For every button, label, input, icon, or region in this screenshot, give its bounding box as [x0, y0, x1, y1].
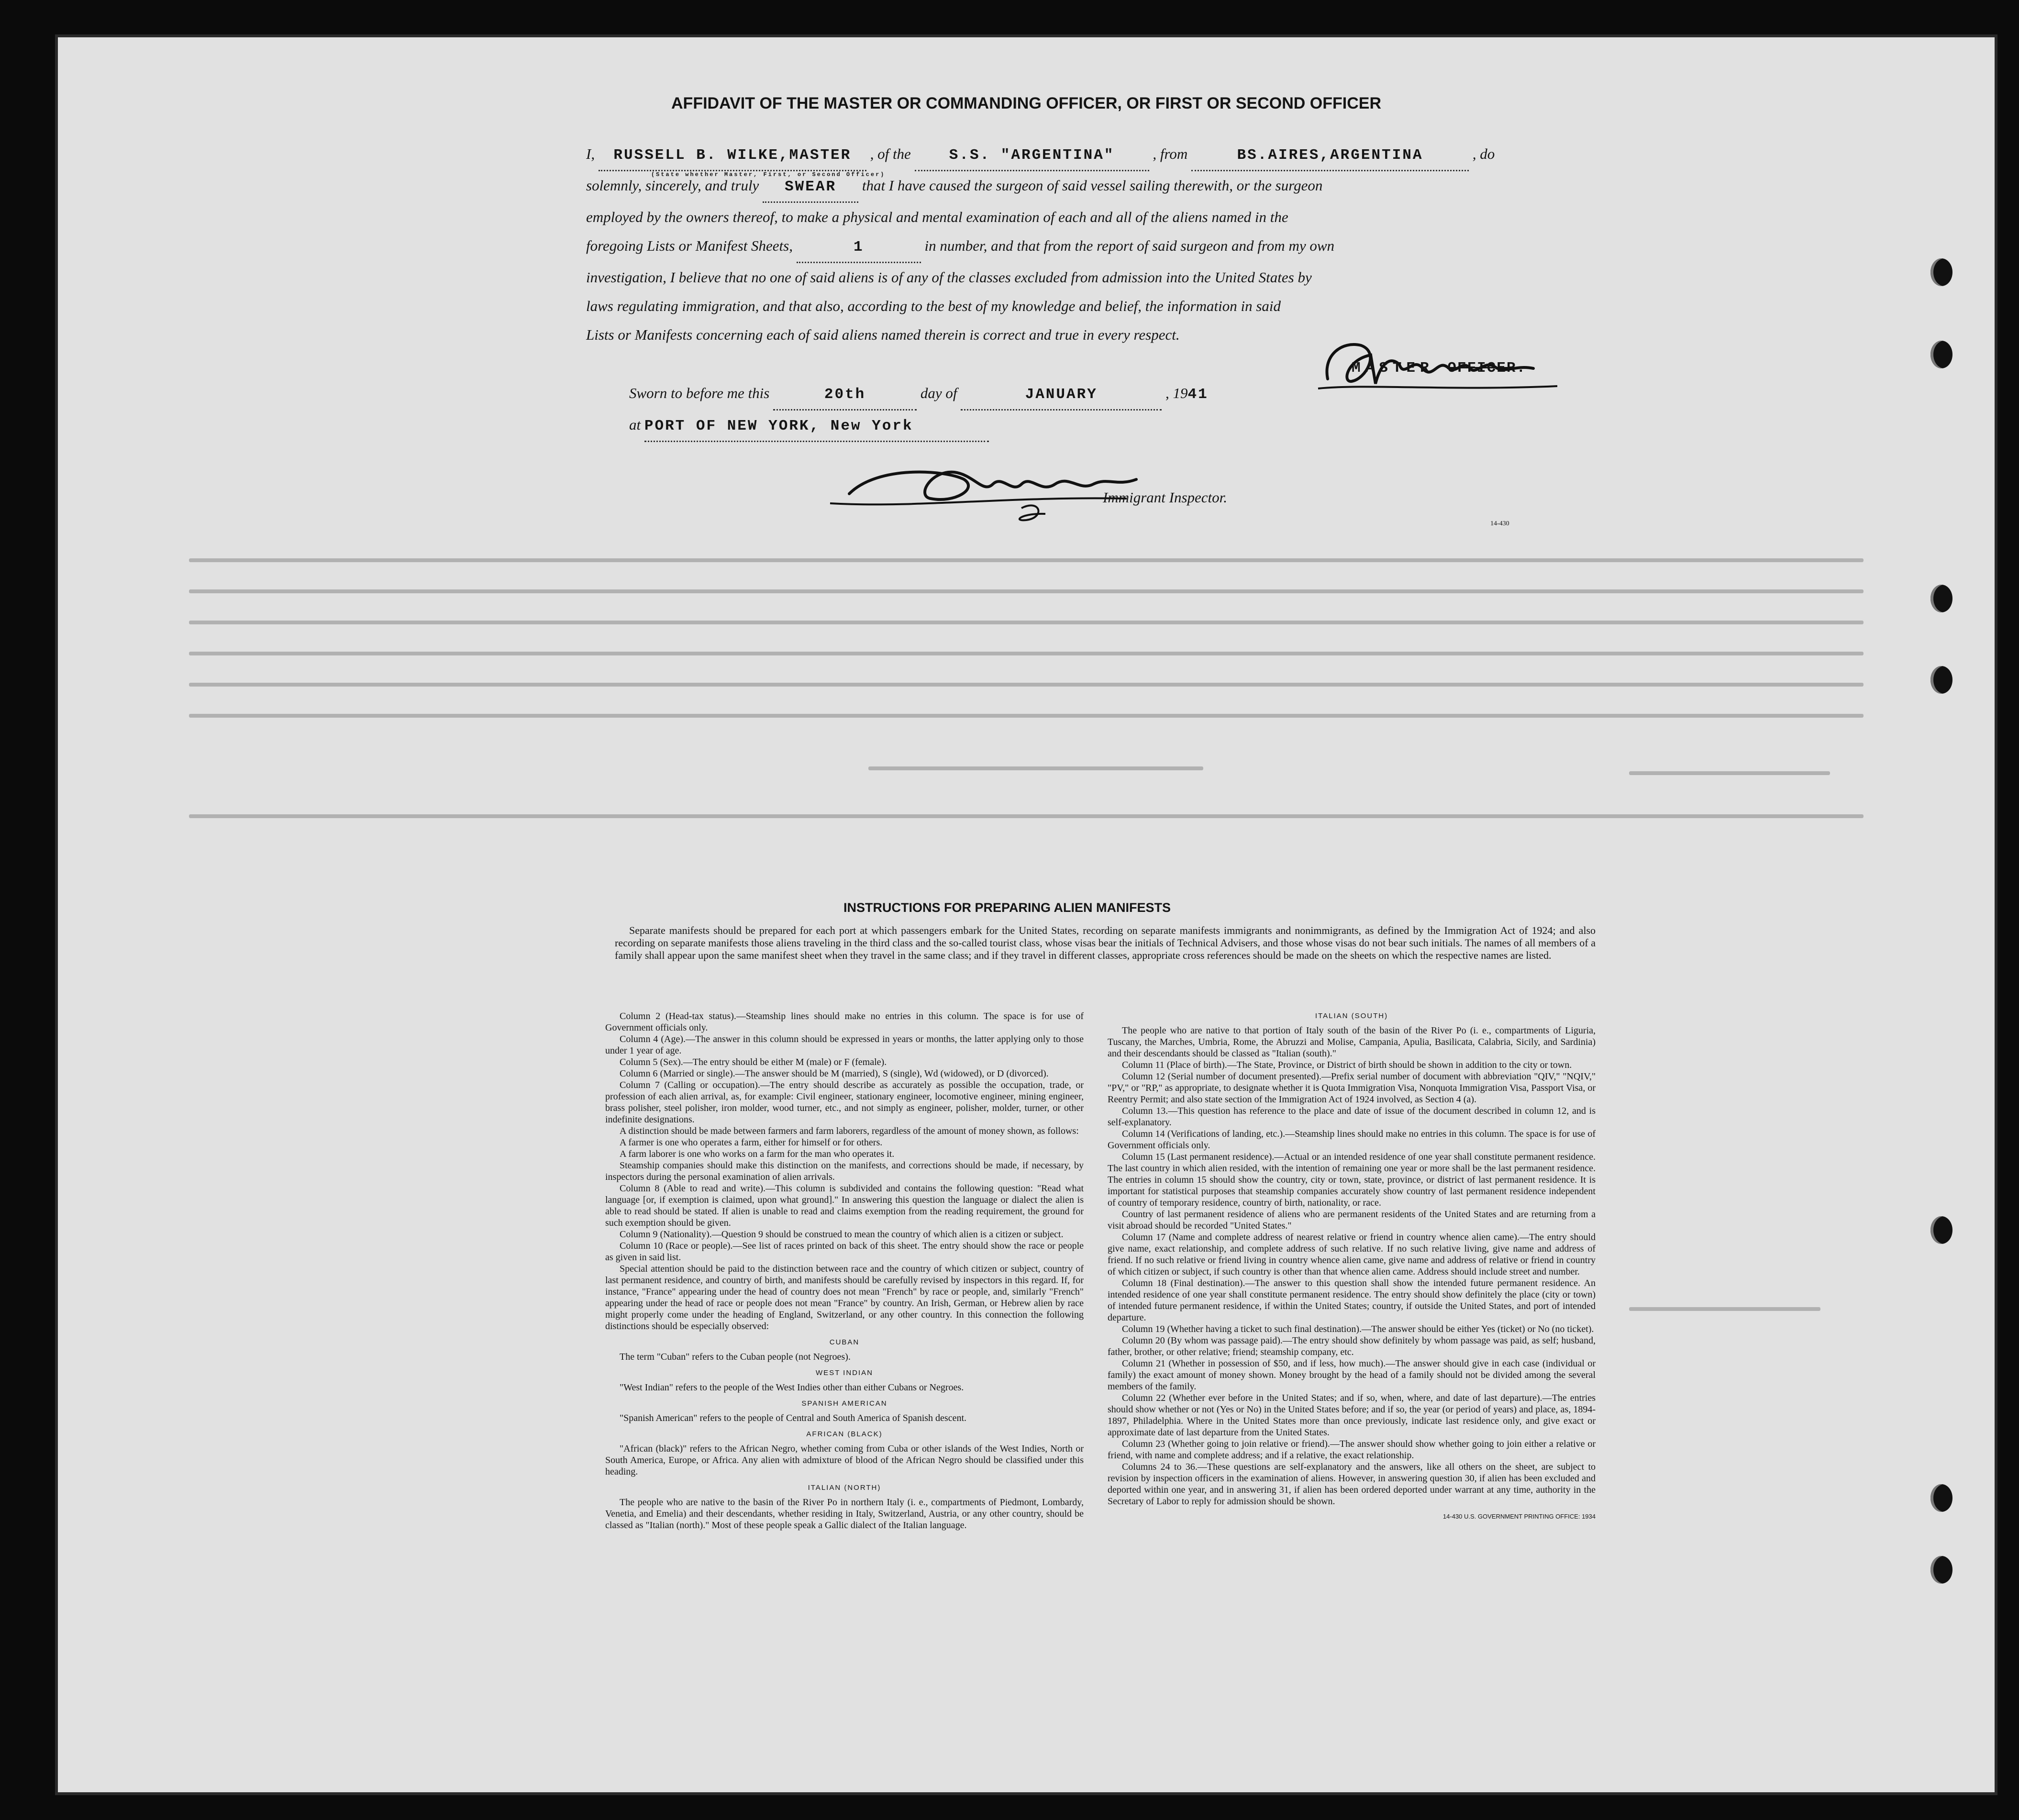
- manifest-sheet: [55, 34, 1997, 1795]
- punch-hole-4: [1930, 666, 1952, 694]
- officer-name-field: RUSSELL B. WILKE,MASTER (State whether Master, First, or Second Officer): [599, 141, 866, 171]
- punch-hole-6: [1930, 1484, 1952, 1512]
- sheet-count-field: 1: [797, 233, 921, 263]
- sworn-day-field: 20th: [773, 380, 917, 411]
- italian-north-heading: ITALIAN (NORTH): [808, 1484, 881, 1492]
- rank-text: MASTER: [1352, 360, 1434, 377]
- italian-south-heading: ITALIAN (SOUTH): [1315, 1012, 1388, 1020]
- punch-hole-3: [1930, 585, 1952, 612]
- ship-name-field: S.S. "ARGENTINA": [915, 141, 1149, 171]
- spanish-american-heading: SPANISH AMERICAN: [801, 1399, 887, 1408]
- sworn-place-field: PORT OF NEW YORK, New York: [644, 412, 989, 442]
- west-indian-heading: WEST INDIAN: [815, 1369, 874, 1377]
- punch-hole-1: [1930, 258, 1952, 286]
- port-from-field: BS.AIRES,ARGENTINA: [1191, 141, 1469, 171]
- form-number-top: 14-430: [1490, 520, 1509, 527]
- officer-hint: (State whether Master, First, or Second Officer): [651, 171, 886, 178]
- instructions-left-column: Column 2 (Head-tax status).—Steamship lines should make no entries in this column. The space is for use of Government officials only. Column 4 (Age).—The answer in this column should be expressed in years or months, the latter applying only to those under 1 year of age. Column 5 (Sex).—The entry should be either M (male) or F (female). Column 6 (Married or single).—The answer should be M (married), S (single), Wd (widowed), or D (divorced). Column 7 (Calling or occupation).—The entry should describe as accurately as possible the occupation, trade, or profession of each alien arrival, as, for example: Civil engineer, stationary engineer, locomotive engineer, mining engineer, brass polisher, steel polisher, iron molder, wood turner, etc., and not simply as engineer, polisher, molder, turner, or other indefinite designations. A distinction should be made between farmers and farm laborers, regardless of the amount of money shown, as follows: A farmer is one who operates a farm, either for himself or for others. A farm laborer is one who works on a farm for the man who operates it. Steamship companies should make this distinction on the manifests, and corrections should be made, if necessary, by inspectors during the personal examination of alien arrivals. Column 8 (Able to read and write).—This column is subdivided and contains the following question: "Read what language [or, if exemption is claimed, upon what ground]." In answering this question the language or dialect the alien is able to read should be stated. If alien is unable to read and claims exemption from the reading requirement, the ground for such exemption should be given. Column 9 (Nationality).—Question 9 should be construed to mean the country of which alien is a citizen or subject. Column 10 (Race or people).—See list of races printed on back of this sheet. The entry should show the race or people as given in said list. Special attention should be paid to the distinction between race and the country of which citizen or subject, country of last permanent residence, and country of birth, and manifests should be carefully revised by inspectors in this regard. If, for instance, "France" appearing under the head of country does not mean "French" by race or people, and, similarly "French" appearing under the head of race or people does not mean "France" by country. An Irish, German, or Hebrew alien by race might properly come under the heading of England, Switzerland, or any other country. In this connection the following distinctions should be especially observed: CUBAN The term "Cuban" refers to the Cuban people (not Negroes). WEST INDIAN "West Indian" refers to the people of the West Indies other than either Cubans or Negroes. SPANISH AMERICAN "Spanish American" refers to the people of Central and South America of Spanish descent. AFRICAN (BLACK) "African (black)" refers to the African Negro, whether coming from Cuba or other islands of the West Indies, North or South America, Europe, or Africa. Any alien with admixture of blood of the African Negro should be classified under this heading. ITALIAN (NORTH) The people who are native to the basin of the River Po in northern Italy (i. e., compartments of Piedmont, Lombardy, Venetia, and Emelia) and their descendants, whether residing in Italy, Switzerland, Austria, or any other country, should be classed as "Italian (north)." Most of these people speak a Gallic dialect of the Italian language.: [605, 1011, 1084, 1531]
- african-heading: AFRICAN (BLACK): [806, 1430, 883, 1438]
- inspector-title: Immigrant Inspector.: [1103, 489, 1228, 506]
- rank-line: [1352, 360, 1526, 377]
- affidavit-body: I, RUSSELL B. WILKE,MASTER (State whether Master, First, or Second Officer) , of the S.S. "ARGENTINA" , from BS.AIRES,ARGENTINA , do solemnly, sincerely, and truly SWEAR that I have caused the surgeon of said vessel sailing therewith, or the surgeon employed by the owners thereof, to make a physical and mental examination of each and all of the aliens named in the foregoing Lists or Manifest Sheets, 1 in number, and that from the report of said surgeon and from my own investigation, I believe that no one of said aliens is of any of the classes excluded from admission into the United States by laws regulating immigration, and that also, according to the best of my knowledge and belief, the information in said Lists or Manifests concerning each of said aliens named therein is correct and true in every respect.: [586, 140, 1495, 349]
- oath-field: SWEAR: [763, 173, 858, 203]
- instructions-intro: Separate manifests should be prepared for each port at which passengers embark for the United States, recording on separate manifests immigrants and nonimmigrants, as defined by the Immigration Act of 1924; and also recording on separate manifests those aliens traveling in the third class and the so-called tourist class, whose visas bear the initials of Technical Advisers, and those whose visas do not bear such initials. The names of all members of a family shall appear upon the same manifest sheet when they travel in the same class; and if they travel in different classes, appropriate cross references should be made on the sheets on which the respective names are listed.: [615, 924, 1596, 961]
- sworn-month-field: JANUARY: [961, 380, 1162, 411]
- punch-hole-2: [1930, 341, 1952, 368]
- sworn-year: 41: [1187, 386, 1209, 403]
- affidavit-title: AFFIDAVIT OF THE MASTER OR COMMANDING OFFICER, OR FIRST OR SECOND OFFICER: [671, 94, 1381, 112]
- cuban-heading: CUBAN: [829, 1338, 860, 1346]
- punch-hole-5: [1930, 1216, 1952, 1244]
- punch-hole-7: [1930, 1556, 1952, 1584]
- printing-office-footer: 14-430 U.S. GOVERNMENT PRINTING OFFICE: 1934: [1442, 1513, 1596, 1520]
- instructions-title: INSTRUCTIONS FOR PREPARING ALIEN MANIFESTS: [843, 900, 1171, 915]
- instructions-right-column: ITALIAN (SOUTH) The people who are native to that portion of Italy south of the basin of the River Po (i. e., compartments of Liguria, Tuscany, the Marches, Umbria, Rome, the Abruzzi and Molise, Campania, Apulia, Basilicata, Calabria, Sicily, and Sardinia) and their descendants should be classed as "Italian (south)." Column 11 (Place of birth).—The State, Province, or District of birth should be shown in addition to the city or town. Column 12 (Serial number of document presented).—Prefix serial number of document with abbreviation "QIV," "NQIV," "PV," or "RP," as appropriate, to designate whether it is Quota Immigration Visa, Nonquota Immigration Visa, Passport Visa, or Reentry Permit; and also state section of the Immigration Act of 1924 involved, as Section 4 (a). Column 13.—This question has reference to the place and date of issue of the document described in column 12, and is self-explanatory. Column 14 (Verifications of landing, etc.).—Steamship lines should make no entries in this column. The space is for use of Government officials only. Column 15 (Last permanent residence).—Actual or an intended residence of one year shall constitute permanent residence. The last country in which alien resided, with the intention of remaining one year or more shall be the last permanent residence. The entries in column 15 should show the country, city or town, state, province, or district of last permanent residence. It is important for statistical purposes that steamship companies accurately show country of last permanent residence independent of country of temporary residence, country of birth, nationality, or race. Country of last permanent residence of aliens who are permanent residents of the United States and are returning from a visit abroad should be recorded "United States." Column 17 (Name and complete address of nearest relative or friend in country whence alien came).—The entry should give name, exact relationship, and complete address of such relative. If no such relative living, give name and address of friend. If no such relative or friend living in country whence alien came, give name and address of relative or friend in country of which citizen or subject, if such country is other than that whence alien came. Address should include street and number. Column 18 (Final destination).—The answer to this question shall show the intended future permanent residence. An intended residence of one year shall constitute permanent residence. The entry should show definitely the place (city or town) of intended future permanent residence, if within the United States; country, if outside the United States, and port of intended departure. Column 19 (Whether having a ticket to such final destination).—The answer should be either Yes (ticket) or No (no ticket). Column 20 (By whom was passage paid).—The entry should show definitely by whom passage was paid, as self; husband, father, brother, or other relative; friend; steamship company, etc. Column 21 (Whether in possession of $50, and if less, how much).—The answer should give in each case (individual or family) the exact amount of money shown. Money brought by the head of a family should not be divided among the several members of the family. Column 22 (Whether ever before in the United States; and if so, when, where, and date of last departure).—The entries should show whether or not (Yes or No) in the United States before; and if so, the year (or period of years) and place, as, 1894-1897, Philadelphia. Where in the United States more than once previously, indicate last residence only, and give exact or approximate date of last departure from the United States. Column 23 (Whether going to join relative or friend).—The answer should show whether going to join either a relative or friend, with name and complete address; and if a relative, the exact relationship. Columns 24 to 36.—These questions are self-explanatory and the answers, like all others on the sheet, are subject to revision by inspection officers in the examination of aliens. However, in answering question 30, if alien has been excluded and deported within one year, and in answering 31, if alien has been ordered deported under warrant at any time, authority in the Secretary of Labor to reply for admission should be shown. 14-430 U.S. GOVERNMENT PRINTING OFFICE: 1934: [1108, 1010, 1596, 1522]
- rank-struck: OFFICER.: [1447, 360, 1527, 377]
- sworn-block: Sworn to before me this 20th day of JANUARY , 1941 at PORT OF NEW YORK, New York: [629, 379, 1209, 442]
